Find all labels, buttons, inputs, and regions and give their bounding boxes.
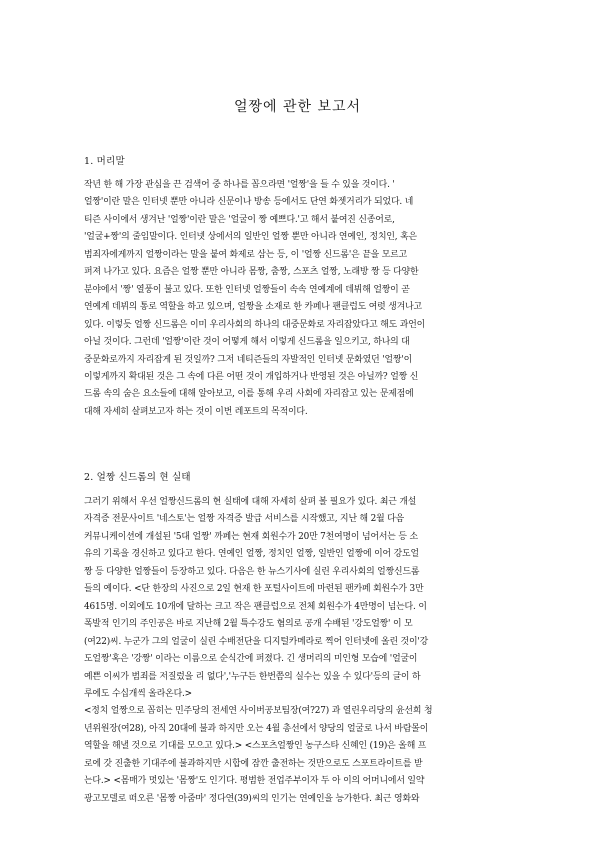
section-heading-current-status: 2. 얼짱 신드롬의 현 실태 [84, 472, 191, 483]
section-heading-introduction: 1. 머리말 [84, 156, 125, 167]
document-title: 얼짱에 관한 보고서 [233, 99, 362, 115]
section-body-introduction: 작년 한 해 가장 관심을 끈 검색어 중 하나를 꼽으라면 '얼짱'을 들 수 있을 것이다. ' 얼짱'이란 말은 인터넷 뿐만 아니라 신문이나 방송 등에서도 단연 화젯거리가 되었다. 네 티즌 사이에서 생겨난 '얼짱'이란 말은 '얼굴이 짱 예쁘다.'고 해서 붙여진 신종어로, '얼굴+짱'의 줄임말이다. 인터넷 상에서의 일반인 얼짱 뿐만 아니라 연예인, 정치인, 혹은 범죄자에게까지 얼짱이라는 말을 붙여 화제로 삼는 등, 이 '얼짱 신드롬'은 끝을 모르고 퍼져 나가고 있다. 요즘은 얼짱 뿐만 아니라 몸짱, 춤짱, 스포츠 얼짱, 노래방 짱 등 다양한 분야에서 '짱' 열풍이 불고 있다. 또한 인터넷 얼짱들이 속속 연예계에 데뷔해 얼짱이 곧 연예계 데뷔의 통로 역할을 하고 있으며, 얼짱을 소재로 한 카페나 팬클럽도 여럿 생겨나고 있다. 이렇듯 얼짱 신드롬은 이미 우리사회의 하나의 대중문화로 자리잡았다고 해도 과언이 아닐 것이다. 그런데 '얼짱'이란 것이 어떻게 해서 이렇게 신드롬을 일으키고, 하나의 대 중문화로까지 자리잡게 된 것일까? 그저 네티즌들의 자발적인 인터넷 문화였던 '얼짱'이 이렇게까지 확대된 것은 그 속에 다른 어떤 것이 개입하거나 반영된 것은 아닐까? 얼짱 신 드롬 속의 숨은 요소들에 대해 알아보고, 이를 통해 우리 사회에 자리잡고 있는 문제점에 대해 자세히 살펴보고자 하는 것이 이번 레포트의 목적이다. [84, 180, 426, 417]
section-body-current-status: 그러기 위해서 우선 얼짱신드롬의 현 실태에 대해 자세히 살펴 볼 필요가 있다. 최근 개설 자격증 전문사이트 '네스토'는 얼짱 자격증 발급 서비스를 시작했고, 지난 해 2월 다음 커뮤니케이션에 개설된 '5대 얼짱' 까페는 현재 회원수가 20만 7천여명이 넘어서는 등 소 유의 기록을 경신하고 있다고 한다. 연예인 얼짱, 정치인 얼짱, 일반인 얼짱에 이어 강도얼 짱 등 다양한 얼짱들이 등장하고 있다. 다음은 한 뉴스기사에 실린 우리사회의 얼짱신드롬 들의 예이다. <단 한장의 사진으로 2일 현재 한 포털사이트에 마련된 팬카페 회원수가 3만 4615명. 이외에도 10개에 달하는 크고 작은 팬클럽으로 전체 회원수가 4만명이 넘는다. 이 폭발적 인기의 주인공은 바로 지난해 2월 특수강도 혐의로 공개 수배된 '강도얼짱' 이 모 (여22)씨. 누군가 그의 얼굴이 실린 수배전단을 디지털카메라로 찍어 인터넷에 올린 것이'강 도얼짱'혹은 '강짱' 이라는 이름으로 순식간에 퍼졌다. 긴 생머리의 미인형 모습에 '얼굴이 예쁜 이씨가 범죄를 저질렀을 리 없다','누구든 한번쯤의 실수는 있을 수 있다'등의 글이 하 루에도 수십개씩 올라온다.> <정치 얼짱으로 꼽히는 민주당의 전세연 사이버공보팀장(여?27) 과 열린우리당의 윤선희 청 년위원장(여28), 아직 20대에 불과 하지만 오는 4월 총선에서 양당의 얼굴로 나서 바람몰이 역할을 해낼 것으로 기대를 모으고 있다.> <스포츠얼짱인 농구스타 신혜인 (19)은 올해 프 로에 갓 진출한 기대주에 불과하지만 시합에 잠깐 출전하는 것만으로도 스포트라이트를 받 는다.> <몸매가 멋있는 '몸짱'도 인기다. 평범한 전업주부이자 두 아 이의 어머니에서 일약 광고모델로 떠오른 '몸짱 아줌마' 정다연(39)씨의 인기는 연예인을 능가한다. 최근 영화와 [84, 497, 433, 804]
